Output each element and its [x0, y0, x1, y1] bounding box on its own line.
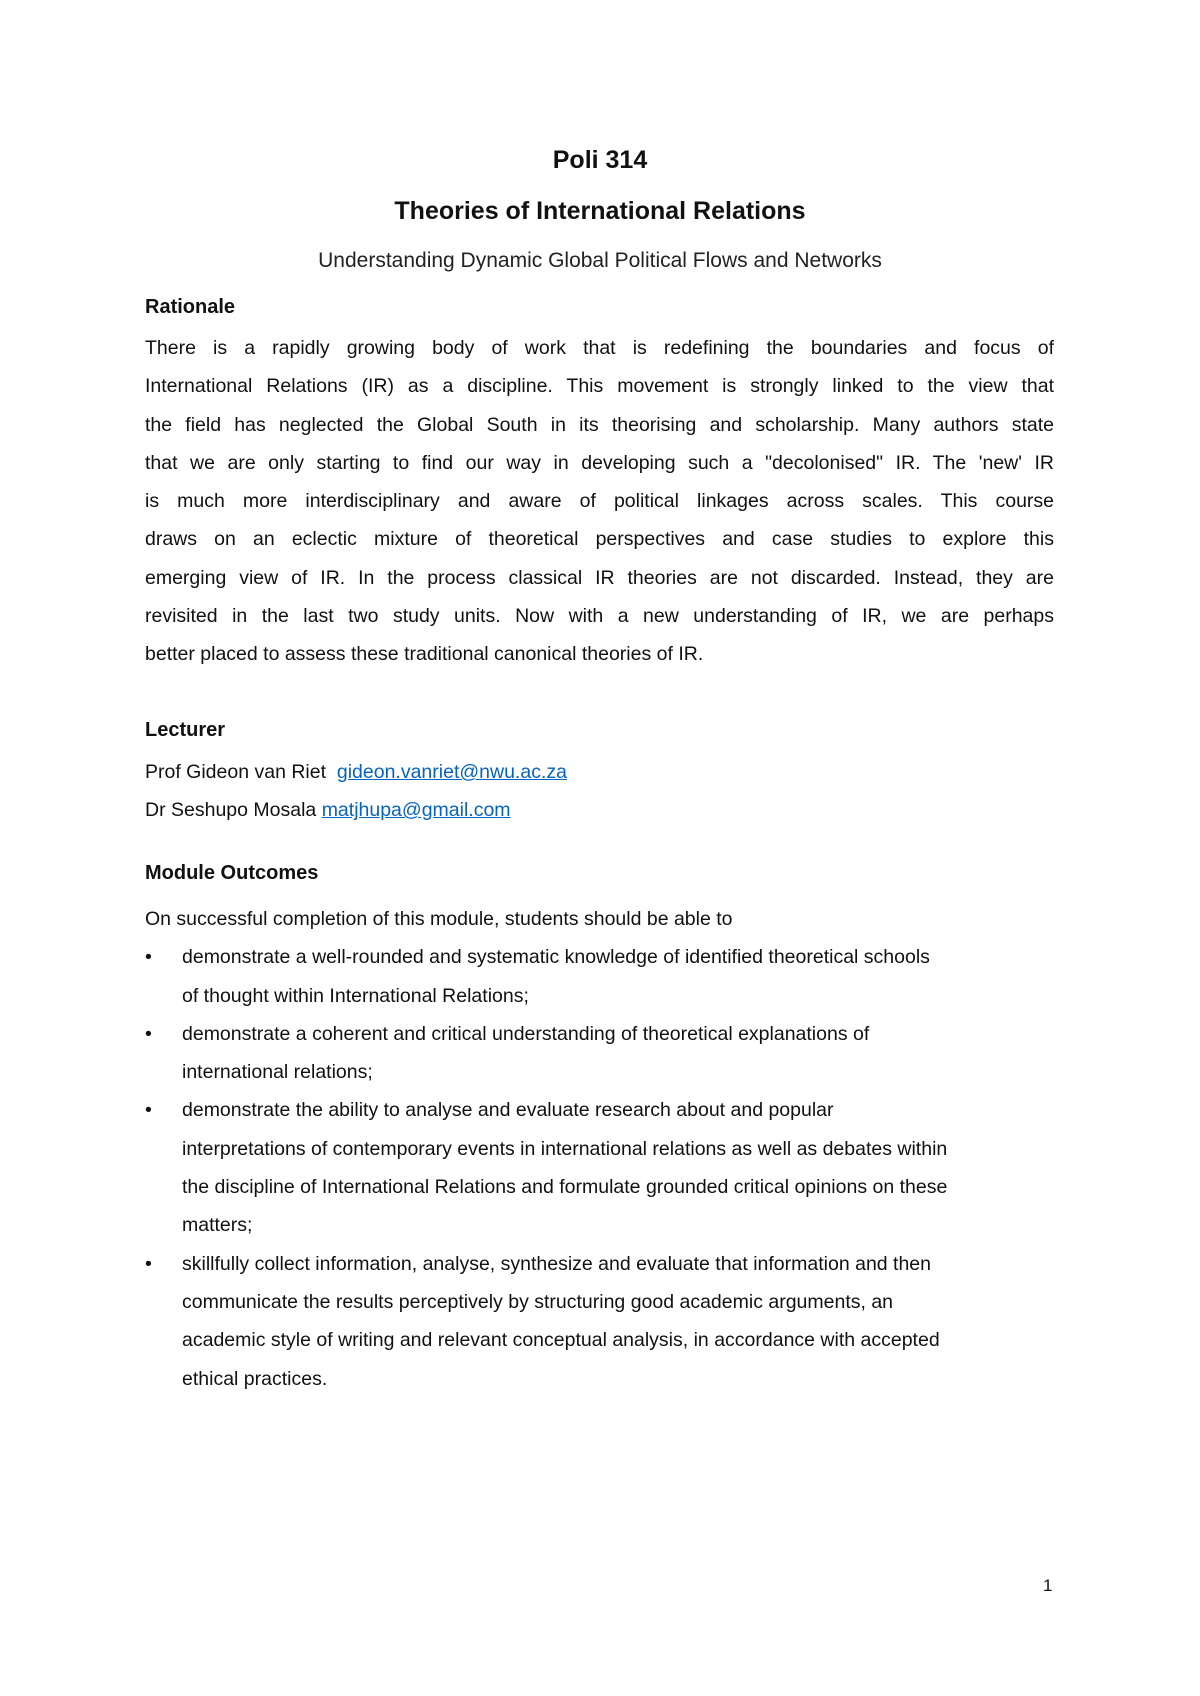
page-number: 1 [1043, 1576, 1053, 1595]
bullet-icon: • [145, 946, 152, 969]
course-code: Poli 314 [552, 146, 648, 174]
outcome-line: matters; [182, 1214, 253, 1237]
outcome-line: ethical practices. [182, 1367, 328, 1390]
rationale-paragraph [145, 329, 1054, 674]
outcome-line: academic style of writing and relevant conceptual analysis, in accordance with accepted [182, 1329, 940, 1352]
module-outcomes-heading: Module Outcomes [145, 862, 319, 884]
rationale-line: better placed to assess these traditional canonical theories of IR. [145, 643, 704, 666]
rationale-line: the field has neglected the Global South in its theorising and scholarship. Many authors state [145, 413, 1054, 436]
rationale-line: revisited in the last two study units. Now with a new understanding of IR, we are perhaps [145, 605, 1054, 628]
rationale-line: draws on an eclectic mixture of theoretical perspectives and case studies to explore this [145, 528, 1054, 551]
outcome-line: of thought within International Relations; [182, 984, 529, 1007]
document-title: Theories of International Relations [394, 197, 806, 225]
rationale-line: emerging view of IR. In the process classical IR theories are not discarded. Instead, they are [145, 566, 1054, 589]
outcomes-list [145, 900, 1054, 1398]
lecturer-email-link[interactable]: gideon.vanriet@nwu.ac.za [336, 761, 567, 783]
outcome-line: interpretations of contemporary events in international relations as well as debates within [182, 1137, 948, 1160]
outcome-line: communicate the results perceptively by structuring good academic arguments, an [182, 1290, 894, 1313]
lecturer-heading: Lecturer [145, 719, 226, 741]
outcome-item [145, 1015, 1054, 1092]
outcome-line: international relations; [182, 1061, 373, 1084]
outcome-line: skillfully collect information, analyse, synthesize and evaluate that information and then [182, 1252, 931, 1275]
bullet-icon: • [145, 1022, 152, 1045]
outcome-line: demonstrate a well-rounded and systematic knowledge of identified theoretical schools [182, 946, 930, 969]
outcome-item [145, 938, 1054, 1015]
outcome-line: demonstrate a coherent and critical understanding of theoretical explanations of [182, 1022, 870, 1045]
lecturer-list [145, 753, 1054, 830]
outcome-line: the discipline of International Relations and formulate grounded critical opinions on these [182, 1176, 948, 1199]
outcome-item [145, 1245, 1054, 1398]
bullet-icon: • [145, 1099, 152, 1122]
lecturer-name: Dr Seshupo Mosala [145, 799, 317, 822]
rationale-line: International Relations (IR) as a discipline. This movement is strongly linked to the view that [145, 375, 1054, 398]
bullet-icon: • [145, 1252, 152, 1275]
outcomes-intro: On successful completion of this module, students should be able to [145, 908, 733, 930]
lecturer-entry [145, 791, 1054, 829]
rationale-heading: Rationale [145, 296, 236, 318]
outcome-line: demonstrate the ability to analyse and evaluate research about and popular [182, 1099, 834, 1122]
lecturer-entry [145, 753, 1054, 791]
document-subtitle: Understanding Dynamic Global Political Flows and Networks [318, 249, 882, 272]
lecturer-name: Prof Gideon van Riet [145, 761, 327, 783]
rationale-line: that we are only starting to find our way in developing such a "decolonised" IR. The 'new' IR [145, 451, 1054, 474]
rationale-line: There is a rapidly growing body of work that is redefining the boundaries and focus of [145, 337, 1054, 359]
rationale-line: is much more interdisciplinary and aware of political linkages across scales. This course [145, 490, 1054, 513]
lecturer-email-link[interactable]: matjhupa@gmail.com [321, 799, 511, 822]
outcome-item [145, 1091, 1054, 1244]
